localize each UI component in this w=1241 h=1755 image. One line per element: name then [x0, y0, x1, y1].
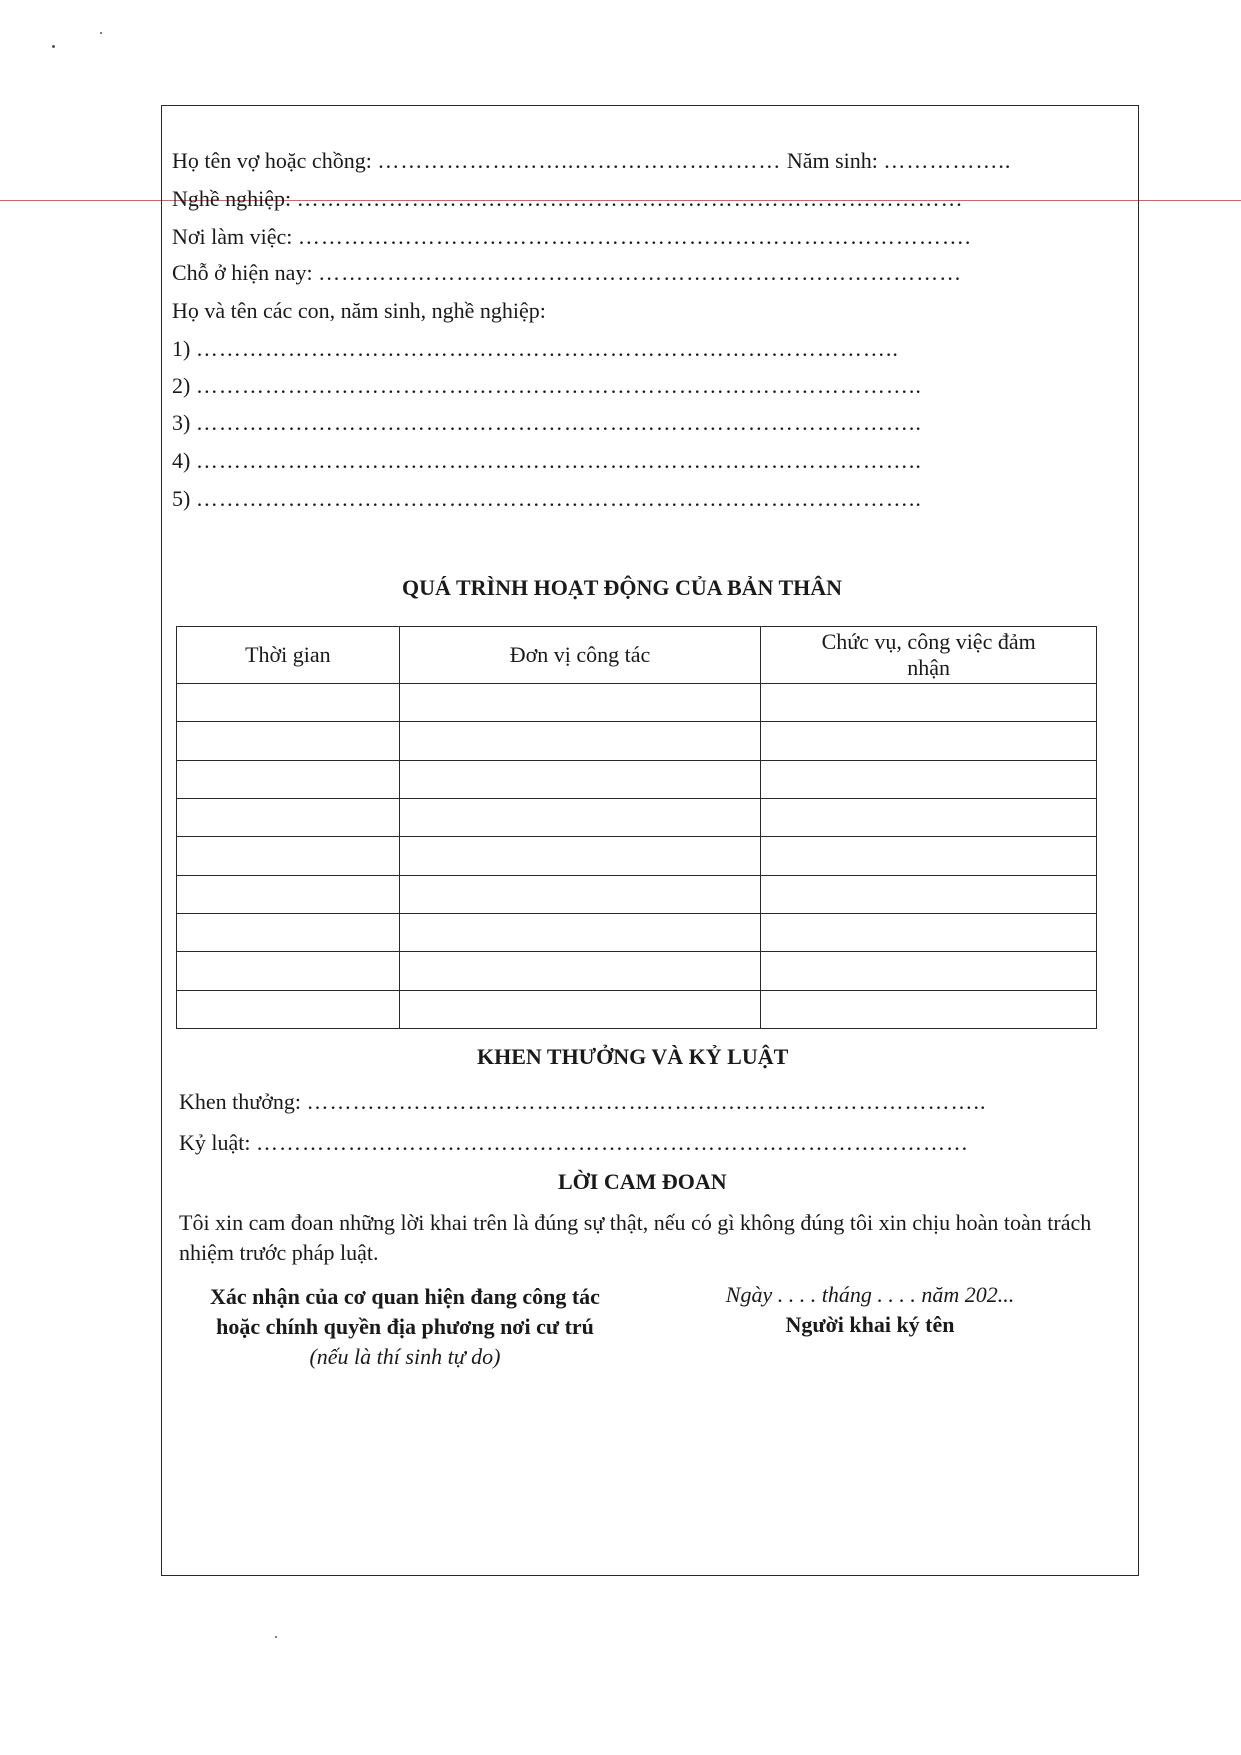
table-cell[interactable]	[399, 875, 761, 913]
child-number: 4)	[172, 448, 191, 473]
confirmation-block	[160, 1282, 650, 1372]
child-field[interactable]: ………………………………………………………………………………..	[195, 336, 899, 361]
table-cell[interactable]	[177, 913, 400, 951]
table-cell[interactable]	[177, 684, 400, 722]
table-row	[177, 952, 1097, 990]
table-cell[interactable]	[761, 684, 1097, 722]
discipline-field[interactable]: …………………………………………………………………………………	[256, 1130, 969, 1155]
table-cell[interactable]	[761, 760, 1097, 798]
table-row	[177, 990, 1097, 1028]
table-row	[177, 722, 1097, 760]
scan-speck	[275, 1636, 277, 1638]
table-cell[interactable]	[399, 913, 761, 951]
table-cell[interactable]	[399, 684, 761, 722]
table-cell[interactable]	[177, 722, 400, 760]
table-cell[interactable]	[761, 913, 1097, 951]
spouse-occupation-field[interactable]: ……………………………………………………………………………	[296, 186, 964, 211]
reward-label: Khen thưởng:	[179, 1089, 301, 1114]
child-row-3	[172, 412, 922, 434]
table-header-row	[177, 627, 1097, 684]
child-row-4	[172, 450, 922, 472]
confirmation-note: (nếu là thí sinh tự do)	[309, 1344, 501, 1369]
table-cell[interactable]	[761, 722, 1097, 760]
scan-speck	[100, 32, 102, 34]
table-cell[interactable]	[177, 990, 400, 1028]
table-cell[interactable]	[761, 798, 1097, 836]
table-cell[interactable]	[177, 875, 400, 913]
child-number: 3)	[172, 410, 191, 435]
table-cell[interactable]	[399, 798, 761, 836]
spouse-birth-year-label: Năm sinh:	[786, 148, 878, 173]
column-header-unit: Đơn vị công tác	[399, 627, 761, 684]
table-row	[177, 684, 1097, 722]
scan-speck	[52, 45, 55, 48]
child-field[interactable]: …………………………………………………………………………………..	[195, 486, 922, 511]
child-field[interactable]: …………………………………………………………………………………..	[195, 410, 922, 435]
table-row	[177, 760, 1097, 798]
signature-date[interactable]: Ngày . . . . tháng . . . . năm 202...	[725, 1282, 1015, 1307]
table-row	[177, 837, 1097, 875]
rewards-title: KHEN THƯỞNG VÀ KỶ LUẬT	[477, 1044, 789, 1069]
table-cell[interactable]	[761, 875, 1097, 913]
spouse-name-row	[172, 150, 1011, 172]
reward-row	[179, 1091, 986, 1113]
table-cell[interactable]	[177, 837, 400, 875]
signer-label: Người khai ký tên	[785, 1312, 955, 1337]
table-cell[interactable]	[177, 760, 400, 798]
table-row	[177, 875, 1097, 913]
table-row	[177, 913, 1097, 951]
table-cell[interactable]	[399, 990, 761, 1028]
spouse-occupation-row	[172, 188, 964, 210]
column-header-time: Thời gian	[177, 627, 400, 684]
table-cell[interactable]	[399, 760, 761, 798]
table-cell[interactable]	[761, 837, 1097, 875]
activity-table	[176, 626, 1097, 1029]
table-cell[interactable]	[177, 952, 400, 990]
child-field[interactable]: …………………………………………………………………………………..	[195, 448, 922, 473]
table-cell[interactable]	[761, 990, 1097, 1028]
child-row-1	[172, 338, 899, 360]
spouse-name-label: Họ tên vợ hoặc chồng:	[172, 148, 372, 173]
spouse-occupation-label: Nghề nghiệp:	[172, 186, 292, 211]
reward-field[interactable]: ……………………………………………………………………………..	[306, 1089, 987, 1114]
child-field[interactable]: …………………………………………………………………………………..	[195, 373, 922, 398]
confirmation-line-1: Xác nhận của cơ quan hiện đang công tác	[210, 1284, 600, 1309]
spouse-workplace-field[interactable]: …………………………………………………………………………….	[297, 224, 972, 249]
table-cell[interactable]	[177, 798, 400, 836]
table-cell[interactable]	[399, 952, 761, 990]
spouse-workplace-row	[172, 226, 971, 248]
child-number: 2)	[172, 373, 191, 398]
child-row-2	[172, 375, 922, 397]
spouse-residence-field[interactable]: …………………………………………………………………………	[318, 260, 963, 285]
pledge-title: LỜI CAM ĐOAN	[558, 1169, 727, 1194]
spouse-residence-row	[172, 262, 962, 284]
table-cell[interactable]	[761, 952, 1097, 990]
discipline-label: Kỷ luật:	[179, 1130, 251, 1155]
spouse-workplace-label: Nơi làm việc:	[172, 224, 293, 249]
activity-title: QUÁ TRÌNH HOẠT ĐỘNG CỦA BẢN THÂN	[402, 575, 843, 600]
children-heading: Họ và tên các con, năm sinh, nghề nghiệp:	[172, 298, 546, 323]
child-number: 5)	[172, 486, 191, 511]
spouse-name-field[interactable]: ……………………..………………………	[377, 148, 782, 173]
child-row-5	[172, 488, 922, 510]
signer-block	[690, 1280, 1050, 1340]
child-number: 1)	[172, 336, 191, 361]
spouse-birth-year-field[interactable]: ……………..	[883, 148, 1012, 173]
column-header-position: Chức vụ, công việc đảm nhận	[761, 627, 1097, 684]
spouse-residence-label: Chỗ ở hiện nay:	[172, 260, 313, 285]
discipline-row	[179, 1132, 969, 1154]
table-row	[177, 798, 1097, 836]
table-cell[interactable]	[399, 837, 761, 875]
confirmation-line-2: hoặc chính quyền địa phương nơi cư trú	[216, 1314, 594, 1339]
table-cell[interactable]	[399, 722, 761, 760]
pledge-text: Tôi xin cam đoan những lời khai trên là đúng sự thật, nếu có gì không đúng tôi xin chịu hoàn toàn trách nhiệm trước pháp luật.	[179, 1210, 1092, 1265]
